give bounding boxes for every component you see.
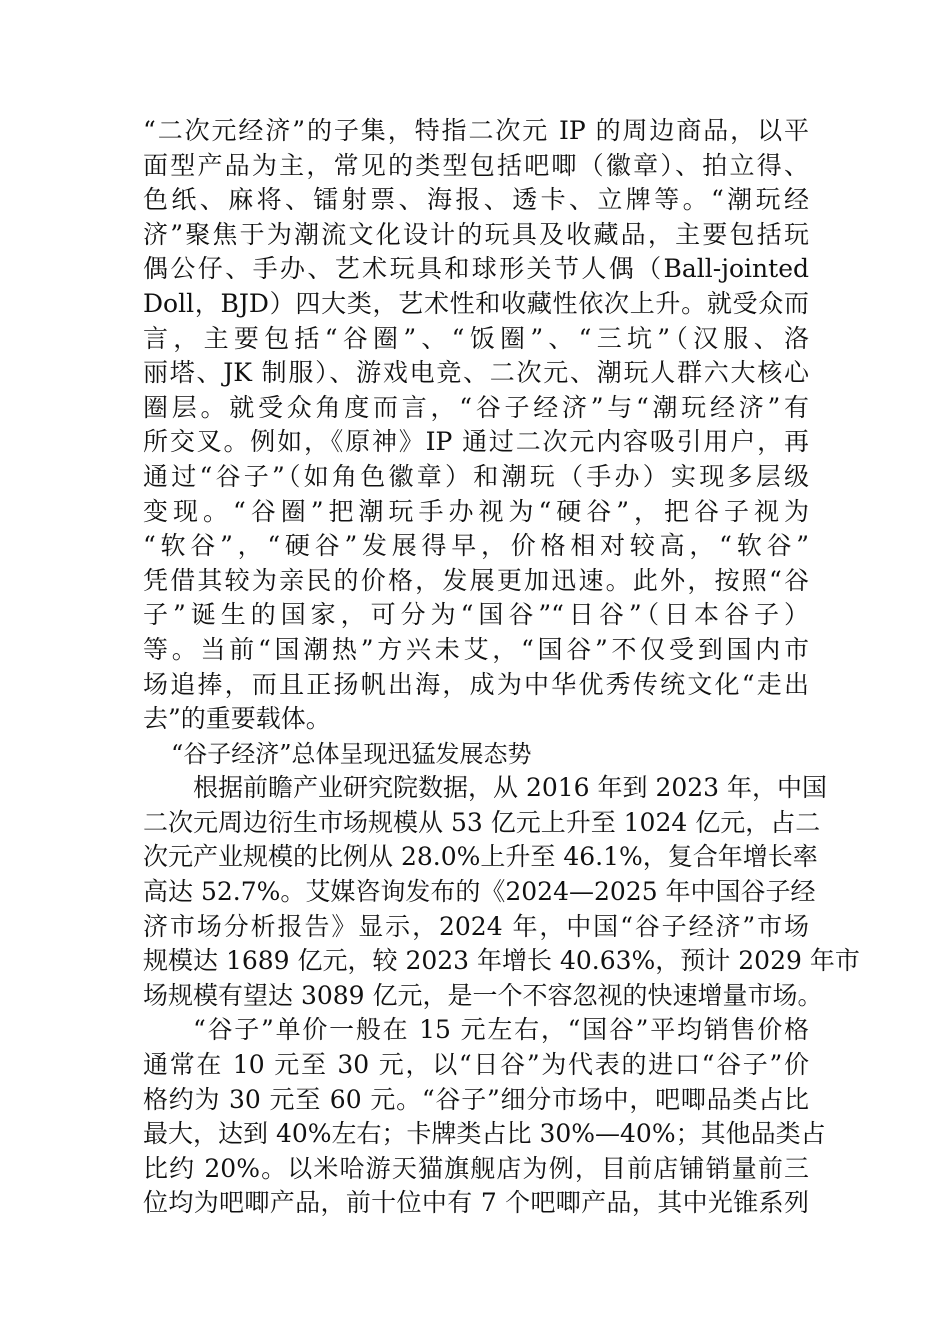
text-line: 圈层。就受众角度而言，“谷子经济”与“潮玩经济”有 — [143, 392, 809, 422]
text-line: 高达 52.7%。艾媒咨询发布的《2024—2025 年中国谷子经 — [143, 877, 816, 907]
text-line: 次元产业规模的比例从 28.0%上升至 46.1%，复合年增长率 — [143, 842, 818, 872]
text-line: 根据前瞻产业研究院数据，从 2016 年到 2023 年，中国 — [193, 773, 828, 803]
text-line: 最大，达到 40%左右；卡牌类占比 30%—40%；其他品类占 — [143, 1119, 826, 1149]
text-line: 色纸、麻将、镭射票、海报、透卡、立牌等。“潮玩经 — [143, 185, 809, 215]
text-line: 二次元周边衍生市场规模从 53 亿元上升至 1024 亿元，占二 — [143, 807, 821, 837]
text-line: 通常在 10 元至 30 元，以“日谷”为代表的进口“谷子”价 — [143, 1050, 809, 1080]
text-line: Doll，BJD）四大类，艺术性和收藏性依次上升。就受众而 — [143, 288, 809, 318]
paragraph-unit-price — [143, 1013, 826, 1221]
section-heading-text: “谷子经济”总体呈现迅猛发展态势 — [171, 739, 532, 768]
section-heading — [143, 737, 809, 772]
paragraph-goods-economy-definition — [143, 114, 809, 737]
text-line: 丽塔、JK 制服）、游戏电竞、二次元、潮玩人群六大核心 — [143, 358, 809, 388]
text-line: 等。当前“国潮热”方兴未艾，“国谷”不仅受到国内市 — [143, 634, 809, 664]
text-line: 位均为吧唧产品，前十位中有 7 个吧唧产品，其中光锥系列 — [143, 1188, 809, 1218]
text-line: 所交叉。例如，《原神》IP 通过二次元内容吸引用户，再 — [143, 427, 809, 457]
text-line: “二次元经济”的子集，特指二次元 IP 的周边商品，以平 — [143, 116, 809, 145]
text-line: 子”诞生的国家，可分为“国谷”“日谷”（日本谷子） — [143, 600, 809, 630]
text-line: 比约 20%。以米哈游天猫旗舰店为例，目前店铺销量前三 — [143, 1153, 809, 1183]
text-line: 场追捧，而且正扬帆出海，成为中华优秀传统文化“走出 — [143, 669, 809, 699]
paragraph-market-size — [143, 771, 860, 1013]
text-line: 去”的重要载体。 — [143, 704, 331, 734]
article-body — [143, 114, 860, 1221]
text-line: “软谷”，“硬谷”发展得早，价格相对较高，“软谷” — [143, 531, 809, 561]
text-line: “谷子”单价一般在 15 元左右，“国谷”平均销售价格 — [193, 1015, 809, 1045]
text-line: 济市场分析报告》显示，2024 年，中国“谷子经济”市场 — [143, 911, 809, 941]
text-line: 言，主要包括“谷圈”、“饭圈”、“三坑”（汉服、洛 — [143, 323, 809, 353]
text-line: 规模达 1689 亿元，较 2023 年增长 40.63%，预计 2029 年市 — [143, 946, 860, 976]
text-line: 格约为 30 元至 60 元。“谷子”细分市场中，吧唧品类占比 — [143, 1084, 809, 1114]
text-line: 通过“谷子”（如角色徽章）和潮玩（手办）实现多层级 — [143, 461, 809, 491]
text-line: 偶公仔、手办、艺术玩具和球形关节人偶（Ball-jointed — [143, 254, 809, 284]
text-line: 凭借其较为亲民的价格，发展更加迅速。此外，按照“谷 — [143, 565, 809, 595]
text-line: 场规模有望达 3089 亿元，是一个不容忽视的快速增量市场。 — [143, 980, 823, 1010]
text-line: 济”聚焦于为潮流文化设计的玩具及收藏品，主要包括玩 — [143, 219, 809, 249]
text-line: 面型产品为主，常见的类型包括吧唧（徽章）、拍立得、 — [143, 150, 809, 180]
text-line: 变现。“谷圈”把潮玩手办视为“硬谷”，把谷子视为 — [143, 496, 809, 526]
